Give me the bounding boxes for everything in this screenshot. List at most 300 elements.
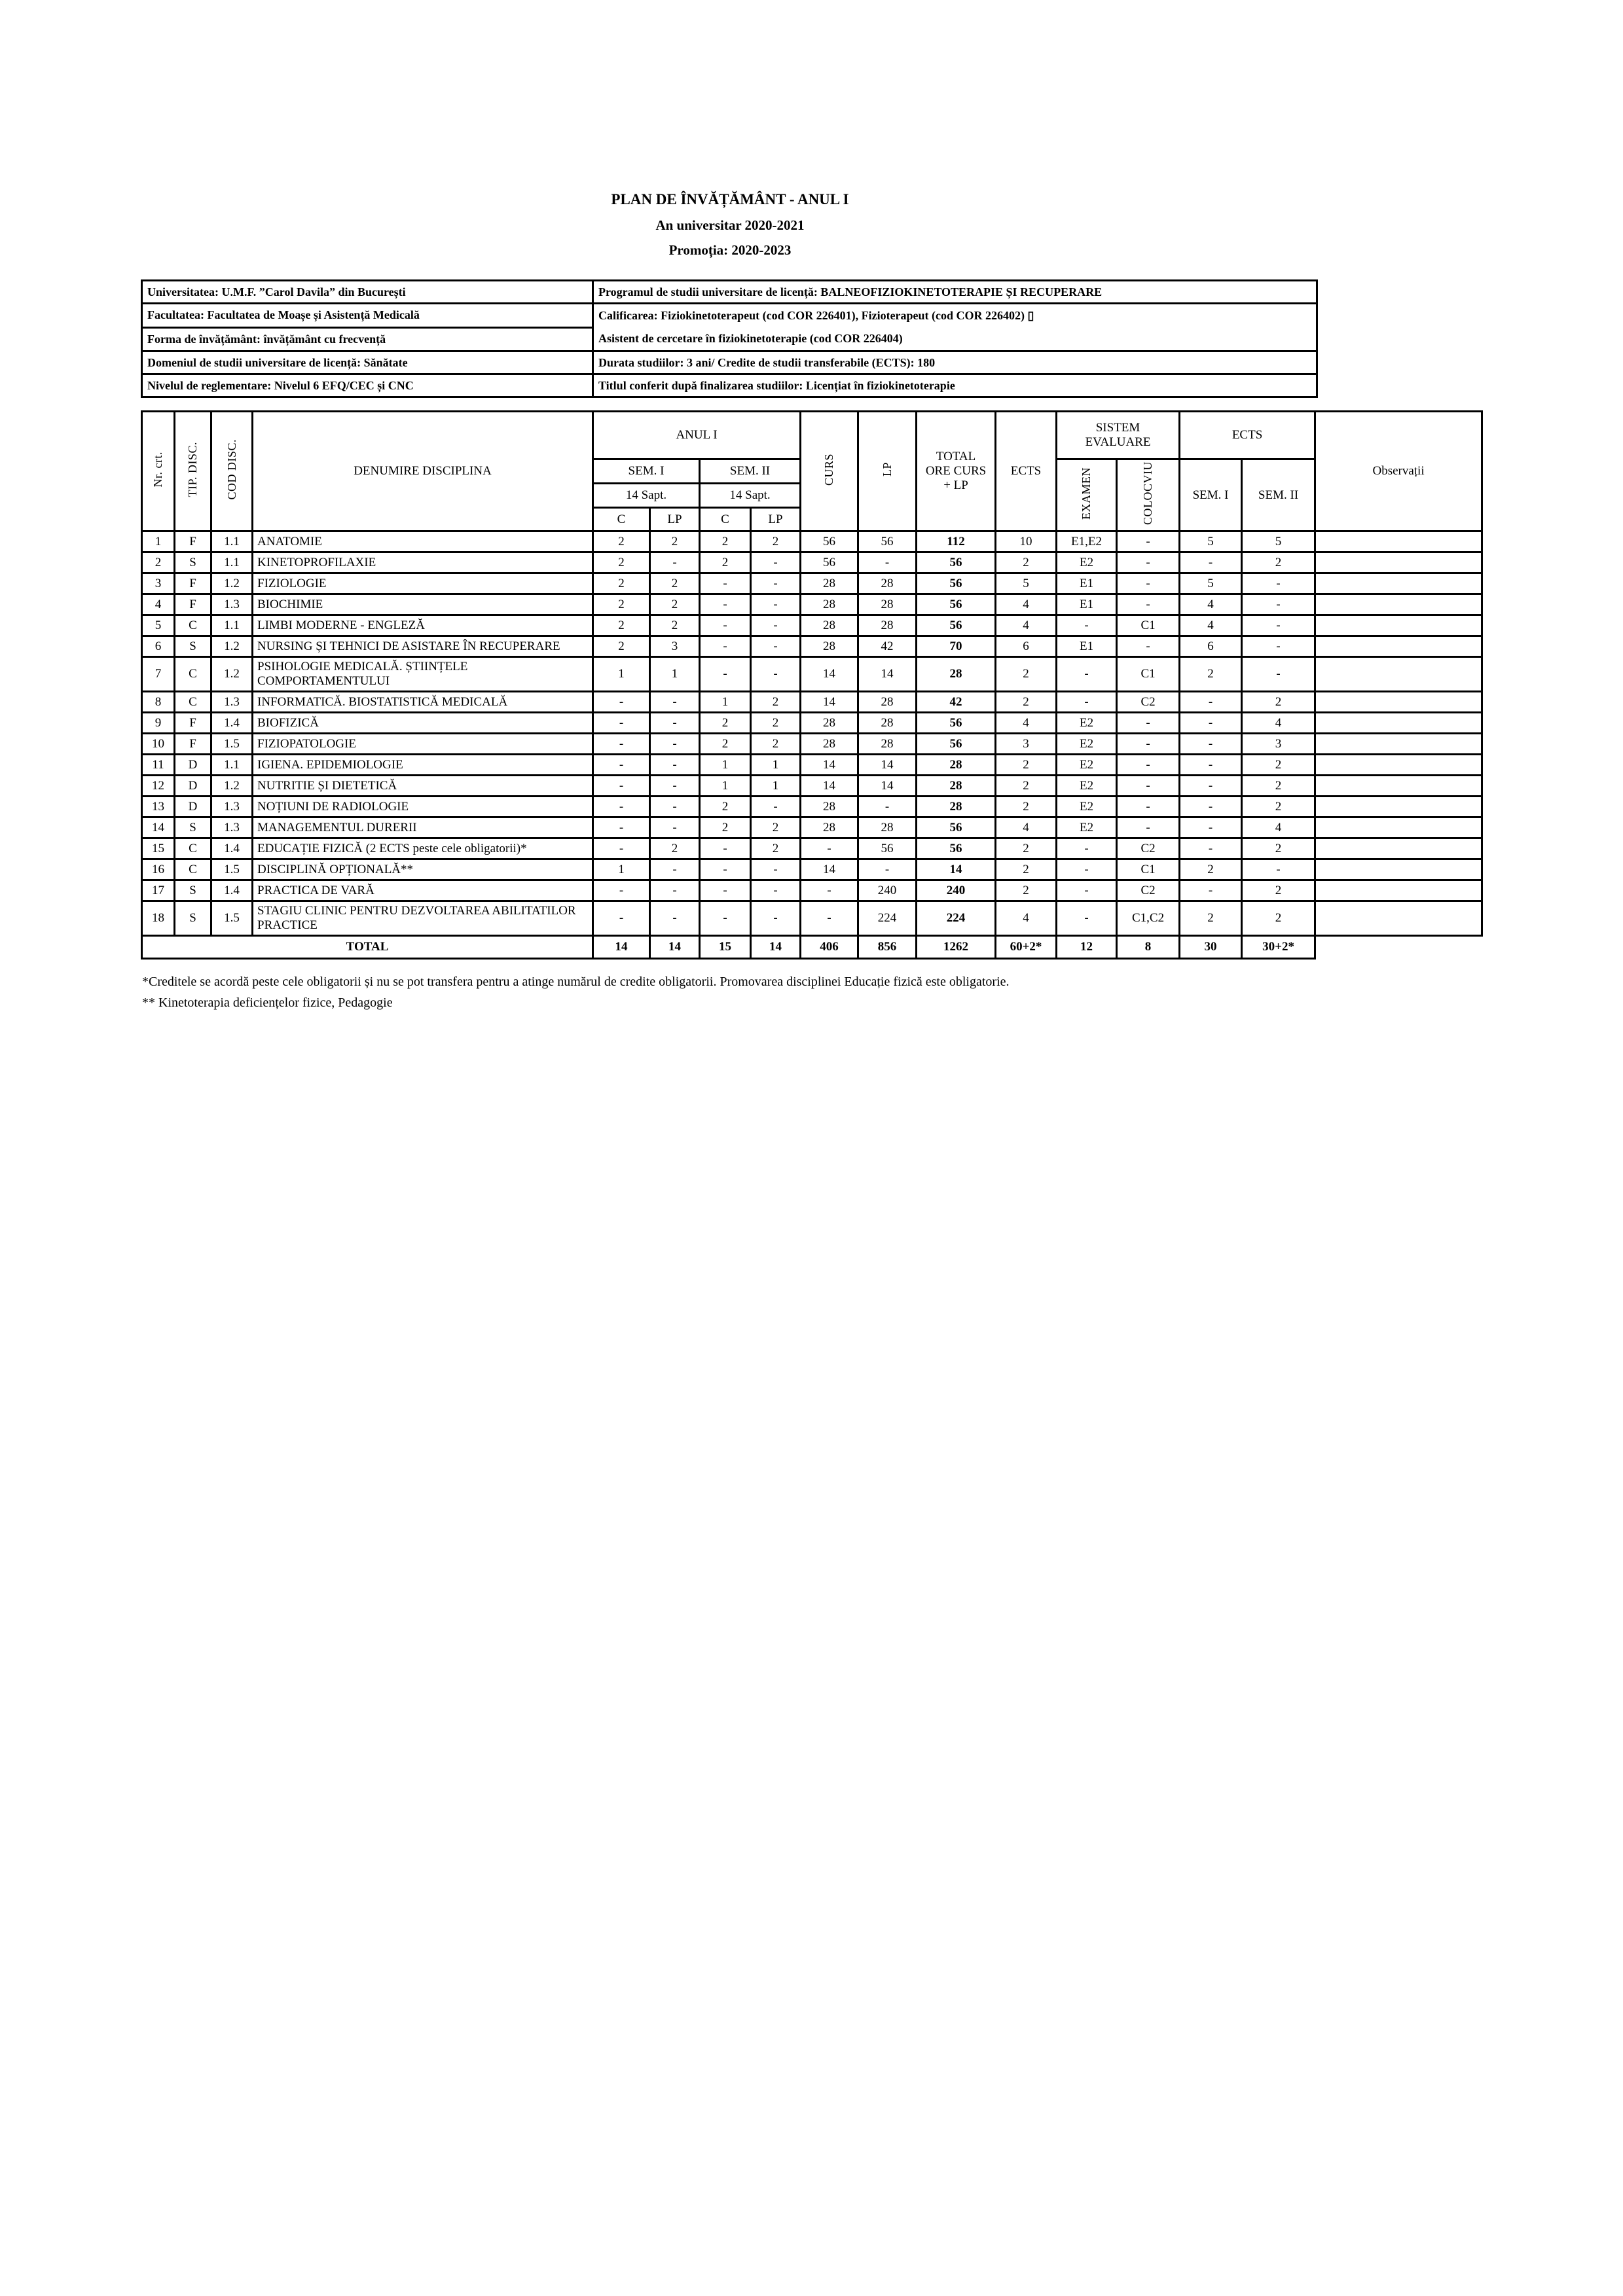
col-sem2-c: 2 <box>700 734 751 755</box>
col-sem2-c: - <box>700 838 751 859</box>
col-ects-sem1: 6 <box>1180 636 1242 657</box>
discipline-row <box>142 817 1482 838</box>
col-sem2-c: 2 <box>700 713 751 734</box>
col-nr: 8 <box>142 692 175 713</box>
col-cod-disc: 1.2 <box>211 776 253 797</box>
col-cod-disc: 1.5 <box>211 901 253 936</box>
col-sem2-lp: 2 <box>751 734 801 755</box>
nr-crt-label: Nr. crt. <box>151 451 165 488</box>
col-header-ects: ECTS <box>996 412 1057 531</box>
col-curs: - <box>801 838 858 859</box>
col-cod-disc: 1.1 <box>211 531 253 552</box>
col-header-sem1-lp: LP <box>650 508 700 531</box>
col-sem1-lp: - <box>650 817 700 838</box>
col-sem1-c: 2 <box>593 531 650 552</box>
info-titlu-conferit: Titlul conferit după finalizarea studiilor: Licențiat în fiziokinetoterapie <box>593 374 1317 397</box>
total-ects-sem2: 30+2* <box>1242 936 1315 959</box>
col-total-ore: 112 <box>917 531 996 552</box>
col-sem2-c: - <box>700 636 751 657</box>
col-nr: 1 <box>142 531 175 552</box>
col-ects: 4 <box>996 615 1057 636</box>
col-ects-sem1: - <box>1180 838 1242 859</box>
col-sem2-lp: 1 <box>751 755 801 776</box>
col-cod-disc: 1.3 <box>211 594 253 615</box>
col-ects-sem2: 5 <box>1242 531 1315 552</box>
col-nr: 6 <box>142 636 175 657</box>
col-tip-disc: C <box>175 615 211 636</box>
col-header-colocviu <box>1117 459 1180 531</box>
col-cod-disc: 1.1 <box>211 755 253 776</box>
col-total-ore: 240 <box>917 880 996 901</box>
col-ects-sem1: 5 <box>1180 531 1242 552</box>
info-calificarea <box>593 304 1317 351</box>
col-lp: 14 <box>858 776 917 797</box>
col-sem1-c: 2 <box>593 594 650 615</box>
col-lp: 28 <box>858 734 917 755</box>
col-observatii <box>1315 817 1482 838</box>
col-ects-sem1: 4 <box>1180 594 1242 615</box>
info-row <box>142 374 1317 397</box>
col-cod-disc: 1.5 <box>211 734 253 755</box>
col-sem2-lp: - <box>751 657 801 692</box>
total-ore-curs-lp: 1262 <box>917 936 996 959</box>
col-ects-sem1: - <box>1180 797 1242 817</box>
col-sem2-lp: - <box>751 859 801 880</box>
col-examen: E1 <box>1057 573 1117 594</box>
col-tip-disc: C <box>175 859 211 880</box>
info-program-studii: Programul de studii universitare de licență: BALNEOFIZIOKINETOTERAPIE ȘI RECUPERARE <box>593 281 1317 304</box>
col-examen: E2 <box>1057 552 1117 573</box>
total-ects-sem1: 30 <box>1180 936 1242 959</box>
total-colocviu: 8 <box>1117 936 1180 959</box>
col-ects-sem2: - <box>1242 615 1315 636</box>
col-header-denumire: DENUMIRE DISCIPLINA <box>253 412 593 531</box>
discipline-row <box>142 797 1482 817</box>
col-header-ects-sem1: SEM. I <box>1180 459 1242 531</box>
col-ects-sem2: 3 <box>1242 734 1315 755</box>
col-sem2-lp: - <box>751 636 801 657</box>
col-ects: 4 <box>996 817 1057 838</box>
col-denumire: PRACTICA DE VARĂ <box>253 880 593 901</box>
total-lp: 856 <box>858 936 917 959</box>
col-ects-sem2: 4 <box>1242 817 1315 838</box>
col-observatii <box>1315 615 1482 636</box>
col-header-sapt1: 14 Sapt. <box>593 484 700 508</box>
col-ects-sem2: 2 <box>1242 901 1315 936</box>
col-ects-sem2: - <box>1242 573 1315 594</box>
col-sem2-c: - <box>700 901 751 936</box>
col-sem2-c: 2 <box>700 531 751 552</box>
discipline-row <box>142 734 1482 755</box>
discipline-row <box>142 657 1482 692</box>
total-ore-label: TOTAL ORE CURS + LP <box>925 450 987 492</box>
discipline-row <box>142 615 1482 636</box>
col-ects-sem1: - <box>1180 552 1242 573</box>
col-nr: 4 <box>142 594 175 615</box>
program-info-table <box>141 279 1318 398</box>
col-ects: 3 <box>996 734 1057 755</box>
col-sem1-lp: - <box>650 692 700 713</box>
col-total-ore: 56 <box>917 573 996 594</box>
info-forma-invatamant: Forma de învățământ: învățământ cu frecvență <box>142 327 593 351</box>
total-examen: 12 <box>1057 936 1117 959</box>
total-row <box>142 936 1482 959</box>
col-total-ore: 56 <box>917 552 996 573</box>
col-denumire: INFORMATICĂ. BIOSTATISTICĂ MEDICALĂ <box>253 692 593 713</box>
col-total-ore: 28 <box>917 776 996 797</box>
discipline-row <box>142 573 1482 594</box>
discipline-row <box>142 859 1482 880</box>
col-sem1-lp: 2 <box>650 531 700 552</box>
col-sem1-c: 2 <box>593 552 650 573</box>
col-denumire: BIOCHIMIE <box>253 594 593 615</box>
col-colocviu: C1 <box>1117 657 1180 692</box>
col-sem2-lp: 2 <box>751 713 801 734</box>
col-header-ects-sem2: SEM. II <box>1242 459 1315 531</box>
col-curs: 14 <box>801 755 858 776</box>
col-cod-disc: 1.1 <box>211 615 253 636</box>
col-cod-disc: 1.4 <box>211 880 253 901</box>
col-observatii <box>1315 552 1482 573</box>
col-sem2-c: - <box>700 657 751 692</box>
col-sem2-lp: - <box>751 552 801 573</box>
page-title: PLAN DE ÎNVĂȚĂMÂNT - ANUL I <box>611 191 849 207</box>
col-curs: 28 <box>801 615 858 636</box>
info-universitatea: Universitatea: U.M.F. ”Carol Davila” din București <box>142 281 593 304</box>
col-observatii <box>1315 901 1482 936</box>
info-row <box>142 304 1317 328</box>
col-header-sapt2: 14 Sapt. <box>700 484 801 508</box>
col-tip-disc: C <box>175 692 211 713</box>
col-sem1-lp: 1 <box>650 657 700 692</box>
sistem-evaluare-label: SISTEM EVALUARE <box>1085 421 1151 449</box>
col-nr: 13 <box>142 797 175 817</box>
col-ects-sem2: 2 <box>1242 838 1315 859</box>
col-curs: 56 <box>801 552 858 573</box>
col-examen: E2 <box>1057 817 1117 838</box>
col-ects-sem1: - <box>1180 734 1242 755</box>
col-ects-sem1: 2 <box>1180 657 1242 692</box>
col-sem1-lp: - <box>650 755 700 776</box>
page-subtitle-promotion: Promoția: 2020-2023 <box>668 242 792 258</box>
col-ects-sem1: - <box>1180 880 1242 901</box>
col-observatii <box>1315 776 1482 797</box>
col-lp: 14 <box>858 755 917 776</box>
col-ects: 6 <box>996 636 1057 657</box>
lp-label: LP <box>880 462 894 477</box>
col-ects: 2 <box>996 776 1057 797</box>
footnote-credits: *Creditele se acordă peste cele obligatorii și nu se pot transfera pentru a atinge numărul de credite obligatorii. Promovarea disciplinei Educație fizică este obligatorie. <box>142 975 1010 989</box>
col-examen: E2 <box>1057 755 1117 776</box>
col-observatii <box>1315 880 1482 901</box>
col-colocviu: - <box>1117 594 1180 615</box>
col-total-ore: 56 <box>917 734 996 755</box>
col-sem2-c: 1 <box>700 692 751 713</box>
col-observatii <box>1315 692 1482 713</box>
col-sem2-c: 2 <box>700 817 751 838</box>
col-ects: 4 <box>996 594 1057 615</box>
col-colocviu: - <box>1117 713 1180 734</box>
total-observatii-empty <box>1315 936 1482 959</box>
col-cod-disc: 1.4 <box>211 713 253 734</box>
col-sem1-lp: - <box>650 797 700 817</box>
info-domeniul: Domeniul de studii universitare de licență: Sănătate <box>142 351 593 374</box>
col-observatii <box>1315 734 1482 755</box>
info-nivel-reglementare: Nivelul de reglementare: Nivelul 6 EFQ/CEC și CNC <box>142 374 593 397</box>
col-header-sem2: SEM. II <box>700 459 801 484</box>
col-observatii <box>1315 859 1482 880</box>
col-examen: - <box>1057 657 1117 692</box>
col-nr: 9 <box>142 713 175 734</box>
col-sem2-lp: - <box>751 880 801 901</box>
col-sem1-lp: - <box>650 901 700 936</box>
col-lp: 28 <box>858 615 917 636</box>
total-sem2-lp: 14 <box>751 936 801 959</box>
col-sem1-c: - <box>593 901 650 936</box>
col-sem1-c: - <box>593 817 650 838</box>
col-header-sistem-evaluare <box>1057 412 1180 459</box>
col-nr: 11 <box>142 755 175 776</box>
col-sem1-lp: - <box>650 776 700 797</box>
col-denumire: MANAGEMENTUL DURERII <box>253 817 593 838</box>
col-sem2-c: 2 <box>700 797 751 817</box>
col-ects: 2 <box>996 859 1057 880</box>
col-header-cod-disc <box>211 412 253 531</box>
col-sem1-lp: 2 <box>650 573 700 594</box>
col-curs: 14 <box>801 776 858 797</box>
info-row <box>142 281 1317 304</box>
col-header-nr-crt <box>142 412 175 531</box>
col-ects: 4 <box>996 713 1057 734</box>
col-ects-sem2: 2 <box>1242 776 1315 797</box>
discipline-row <box>142 880 1482 901</box>
col-examen: E2 <box>1057 776 1117 797</box>
col-denumire: EDUCAȚIE FIZICĂ (2 ECTS peste cele obligatorii)* <box>253 838 593 859</box>
col-ects-sem2: 2 <box>1242 755 1315 776</box>
total-label: TOTAL <box>142 936 593 959</box>
col-lp: 56 <box>858 838 917 859</box>
col-colocviu: - <box>1117 817 1180 838</box>
col-denumire: KINETOPROFILAXIE <box>253 552 593 573</box>
col-ects: 2 <box>996 797 1057 817</box>
col-sem2-c: - <box>700 880 751 901</box>
col-header-sem2-c: C <box>700 508 751 531</box>
info-row <box>142 351 1317 374</box>
col-sem1-lp: - <box>650 552 700 573</box>
col-examen: - <box>1057 615 1117 636</box>
col-lp: 14 <box>858 657 917 692</box>
col-nr: 3 <box>142 573 175 594</box>
col-header-anul: ANUL I <box>593 412 801 459</box>
col-colocviu: - <box>1117 636 1180 657</box>
col-tip-disc: F <box>175 734 211 755</box>
col-lp: 28 <box>858 713 917 734</box>
title-block <box>0 190 1460 258</box>
col-colocviu: - <box>1117 734 1180 755</box>
col-sem1-c: - <box>593 776 650 797</box>
col-nr: 18 <box>142 901 175 936</box>
col-sem1-c: 1 <box>593 657 650 692</box>
col-tip-disc: F <box>175 531 211 552</box>
curriculum-table <box>141 410 1483 960</box>
curs-label: CURS <box>822 453 836 486</box>
col-sem2-c: - <box>700 573 751 594</box>
col-observatii <box>1315 657 1482 692</box>
col-lp: - <box>858 797 917 817</box>
discipline-row <box>142 713 1482 734</box>
col-tip-disc: F <box>175 594 211 615</box>
info-facultatea: Facultatea: Facultatea de Moașe și Asistență Medicală <box>142 304 593 328</box>
col-total-ore: 42 <box>917 692 996 713</box>
col-sem1-lp: - <box>650 859 700 880</box>
col-colocviu: C2 <box>1117 880 1180 901</box>
col-sem2-c: - <box>700 594 751 615</box>
col-total-ore: 70 <box>917 636 996 657</box>
col-sem1-c: 2 <box>593 636 650 657</box>
total-curs: 406 <box>801 936 858 959</box>
col-denumire: BIOFIZICĂ <box>253 713 593 734</box>
col-sem2-lp: 2 <box>751 692 801 713</box>
col-lp: 42 <box>858 636 917 657</box>
col-curs: 28 <box>801 573 858 594</box>
col-total-ore: 28 <box>917 657 996 692</box>
table-body <box>142 531 1482 936</box>
table-header <box>142 412 1482 531</box>
col-examen: E2 <box>1057 734 1117 755</box>
col-lp: 28 <box>858 817 917 838</box>
total-ects: 60+2* <box>996 936 1057 959</box>
discipline-row <box>142 776 1482 797</box>
info-calificarea-line2: Asistent de cercetare în fiziokinetoterapie (cod COR 226404) <box>598 332 903 345</box>
col-tip-disc: D <box>175 776 211 797</box>
col-examen: E1,E2 <box>1057 531 1117 552</box>
col-ects-sem2: - <box>1242 657 1315 692</box>
col-tip-disc: F <box>175 713 211 734</box>
col-sem1-c: - <box>593 755 650 776</box>
col-sem2-lp: - <box>751 594 801 615</box>
col-tip-disc: C <box>175 838 211 859</box>
col-denumire: LIMBI MODERNE - ENGLEZĂ <box>253 615 593 636</box>
col-tip-disc: S <box>175 636 211 657</box>
col-sem2-lp: - <box>751 901 801 936</box>
col-sem1-c: - <box>593 880 650 901</box>
col-tip-disc: S <box>175 880 211 901</box>
col-nr: 10 <box>142 734 175 755</box>
col-ects-sem1: - <box>1180 713 1242 734</box>
col-ects-sem2: 2 <box>1242 552 1315 573</box>
col-ects: 2 <box>996 657 1057 692</box>
col-cod-disc: 1.3 <box>211 797 253 817</box>
col-sem1-lp: 2 <box>650 615 700 636</box>
col-cod-disc: 1.2 <box>211 636 253 657</box>
col-tip-disc: D <box>175 755 211 776</box>
col-denumire: FIZIOLOGIE <box>253 573 593 594</box>
col-sem2-c: 2 <box>700 552 751 573</box>
discipline-row <box>142 692 1482 713</box>
discipline-row <box>142 838 1482 859</box>
col-header-sem1: SEM. I <box>593 459 700 484</box>
col-header-sem1-c: C <box>593 508 650 531</box>
col-curs: 28 <box>801 713 858 734</box>
col-observatii <box>1315 636 1482 657</box>
col-observatii <box>1315 713 1482 734</box>
col-sem2-lp: 2 <box>751 531 801 552</box>
col-sem1-lp: - <box>650 734 700 755</box>
col-denumire: NUTRITIE ȘI DIETETICĂ <box>253 776 593 797</box>
col-sem1-lp: - <box>650 713 700 734</box>
col-tip-disc: F <box>175 573 211 594</box>
col-curs: 28 <box>801 817 858 838</box>
col-tip-disc: S <box>175 552 211 573</box>
col-colocviu: - <box>1117 797 1180 817</box>
col-sem2-lp: - <box>751 797 801 817</box>
col-total-ore: 28 <box>917 755 996 776</box>
col-colocviu: - <box>1117 573 1180 594</box>
discipline-row <box>142 755 1482 776</box>
col-ects-sem1: 5 <box>1180 573 1242 594</box>
col-ects-sem2: 2 <box>1242 797 1315 817</box>
col-lp: - <box>858 552 917 573</box>
col-observatii <box>1315 797 1482 817</box>
col-cod-disc: 1.2 <box>211 573 253 594</box>
col-curs: - <box>801 901 858 936</box>
col-curs: 14 <box>801 859 858 880</box>
col-denumire: DISCIPLINĂ OPȚIONALĂ** <box>253 859 593 880</box>
col-sem1-c: - <box>593 692 650 713</box>
col-nr: 5 <box>142 615 175 636</box>
col-colocviu: - <box>1117 776 1180 797</box>
col-header-ects-group: ECTS <box>1180 412 1315 459</box>
col-header-observatii: Observații <box>1315 412 1482 531</box>
col-nr: 7 <box>142 657 175 692</box>
info-durata-studiilor: Durata studiilor: 3 ani/ Credite de studii transferabile (ECTS): 180 <box>593 351 1317 374</box>
col-header-curs <box>801 412 858 531</box>
col-lp: 56 <box>858 531 917 552</box>
col-ects: 5 <box>996 573 1057 594</box>
col-colocviu: - <box>1117 552 1180 573</box>
col-denumire: IGIENA. EPIDEMIOLOGIE <box>253 755 593 776</box>
col-colocviu: C1 <box>1117 615 1180 636</box>
col-ects-sem2: 2 <box>1242 880 1315 901</box>
col-examen: - <box>1057 901 1117 936</box>
info-calificarea-line1: Calificarea: Fiziokinetoterapeut (cod COR 226401), Fizioterapeut (cod COR 226402) ▯ <box>598 309 1034 322</box>
col-ects: 10 <box>996 531 1057 552</box>
col-ects-sem2: 2 <box>1242 692 1315 713</box>
col-ects: 2 <box>996 552 1057 573</box>
col-ects-sem2: 4 <box>1242 713 1315 734</box>
col-nr: 15 <box>142 838 175 859</box>
col-ects-sem2: - <box>1242 859 1315 880</box>
total-sem2-c: 15 <box>700 936 751 959</box>
col-sem1-c: 2 <box>593 573 650 594</box>
col-lp: 28 <box>858 692 917 713</box>
col-sem2-c: - <box>700 615 751 636</box>
col-curs: 28 <box>801 734 858 755</box>
col-lp: - <box>858 859 917 880</box>
col-sem1-c: - <box>593 734 650 755</box>
discipline-row <box>142 594 1482 615</box>
col-sem1-lp: 3 <box>650 636 700 657</box>
col-sem1-lp: 2 <box>650 838 700 859</box>
col-observatii <box>1315 594 1482 615</box>
col-lp: 28 <box>858 573 917 594</box>
col-nr: 14 <box>142 817 175 838</box>
col-header-lp <box>858 412 917 531</box>
col-sem2-lp: - <box>751 615 801 636</box>
col-sem1-lp: 2 <box>650 594 700 615</box>
col-sem1-c: - <box>593 838 650 859</box>
col-sem2-c: - <box>700 859 751 880</box>
